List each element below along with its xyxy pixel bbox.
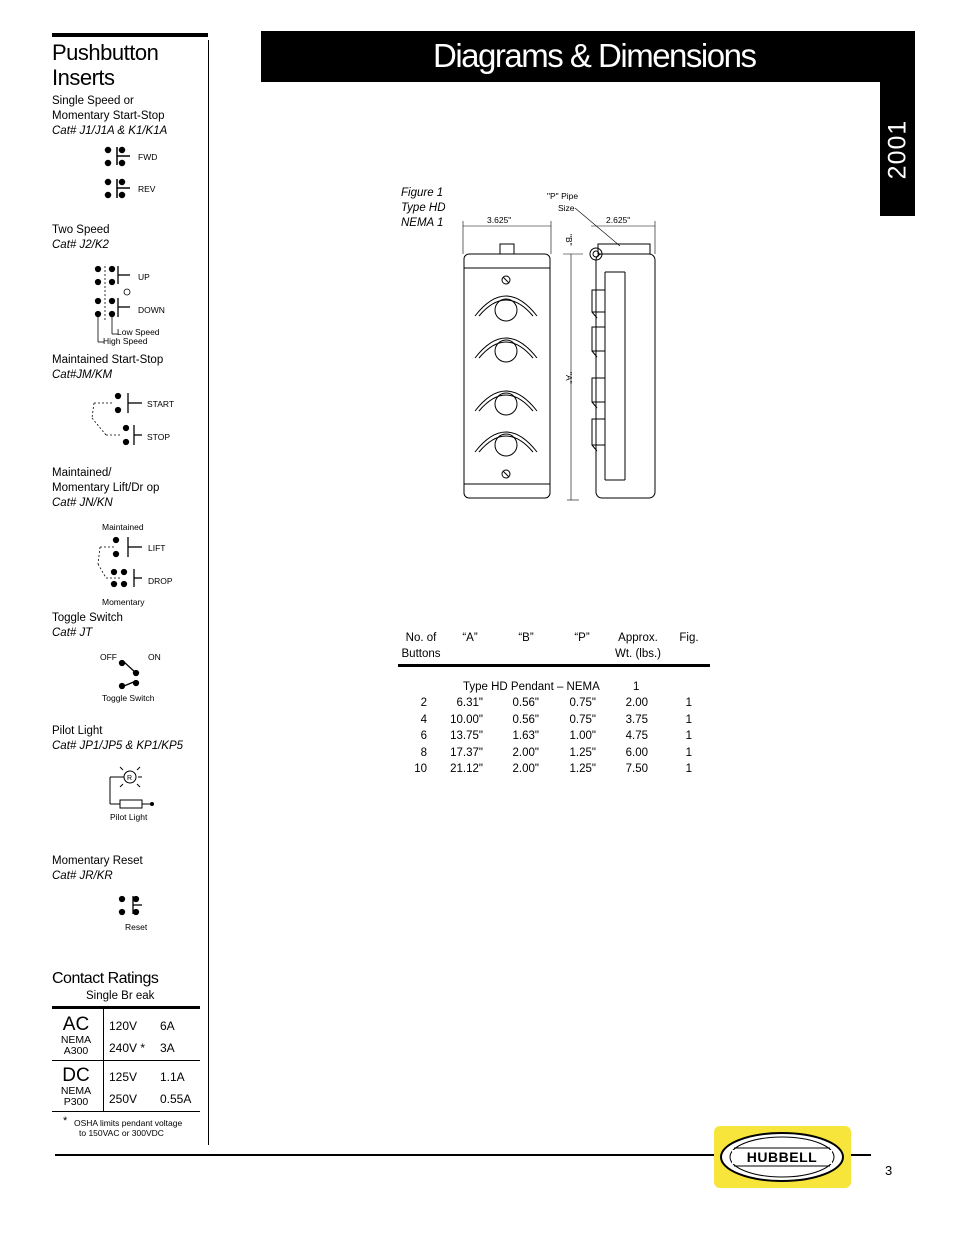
dc-row-1-current: 1.1A [160,1070,185,1084]
sidebar-title: Pushbutton Inserts [52,40,159,90]
contact-ratings-subtitle: Single Br eak [86,990,155,1002]
lift-drop-diagram [86,520,186,610]
sidebar-divider [208,40,209,1145]
svg-text:DROP: DROP [148,576,173,586]
note-star: * [63,1115,68,1127]
table-cell-a: 10.00" [450,713,483,726]
item-toggle-switch: Toggle Switch Cat# JT [52,612,123,639]
table-cell-fig: 1 [685,746,692,759]
table-cell-a: 13.75" [450,730,483,742]
col-header-p: “P” [574,632,590,644]
table-cell-b: 2.00" [512,763,539,775]
table-cell-p: 1.25" [569,746,596,759]
table-cell-p: 1.00" [569,730,596,742]
table-cell-p: 0.75" [569,697,596,709]
table-cell-p: 1.25" [569,763,596,775]
contact-ratings-rule [52,1006,200,1009]
ac-row-1-voltage: 120V [109,1019,138,1033]
item-maintained-start-stop: Maintained Start-Stop Cat#JM/KM [52,354,164,381]
table-cell-b: 2.00" [512,746,539,759]
contact-ratings-midrule [52,1060,200,1061]
col-header-buttons: No. of Buttons [401,632,441,660]
hubbell-logo [714,1126,851,1188]
table-cell-buttons: 2 [420,697,427,709]
table-cell-fig: 1 [685,697,692,709]
svg-text:"A": "A" [564,372,574,384]
svg-text:3.625": 3.625" [487,215,512,225]
col-header-a: “A” [462,632,478,644]
contact-ratings-title: Contact Ratings [52,970,159,987]
svg-text:LIFT: LIFT [148,543,166,553]
item-lift-drop: Maintained/ Momentary Lift/Dr op Cat# JN/KN [52,467,160,509]
reset-diagram [116,892,166,934]
item-momentary-reset: Momentary Reset Cat# JR/KR [52,855,143,882]
svg-text:FWD: FWD [138,152,158,162]
svg-text:DOWN: DOWN [138,305,165,315]
table-header-rule [398,664,710,667]
table-cell-fig: 1 [685,713,692,726]
svg-text:"P" Pipe: "P" Pipe [547,191,579,201]
contact-ratings-bottomrule [52,1111,200,1112]
svg-text:Maintained: Maintained [102,522,144,532]
dc-row-2-voltage: 250V [109,1092,138,1106]
svg-text:High Speed: High Speed [103,336,148,346]
col-header-fig: Fig. [679,632,699,644]
svg-text:HUBBELL: HUBBELL [746,1149,818,1165]
table-cell-b: 1.63" [512,730,539,742]
svg-text:REV: REV [138,184,156,194]
svg-text:ON: ON [148,652,161,662]
svg-text:OFF: OFF [100,652,117,662]
svg-text:Size: Size [558,203,575,213]
top-rule [52,33,208,37]
logo-emblem [714,1126,851,1188]
svg-text:Momentary: Momentary [102,597,145,607]
table-cell-fig: 1 [685,763,692,775]
svg-text:2.625": 2.625" [606,215,631,225]
dc-rating-label: DC NEMA P300 [60,1065,92,1108]
svg-text:"B": "B" [564,234,574,246]
dc-row-1-voltage: 125V [109,1070,138,1084]
svg-text:R: R [127,775,133,782]
osha-note: OSHA limits pendant voltage to 150VAC or 300VDC [74,1118,183,1138]
table-cell-weight: 6.00 [625,746,648,759]
table-cell-buttons: 4 [420,713,427,726]
table-cell-fig: 1 [685,730,692,742]
ac-row-2-voltage: 240V * [109,1041,146,1055]
ac-rating-label: AC NEMA A300 [60,1014,92,1057]
col-header-b: “B” [518,632,534,644]
table-cell-a: 6.31" [456,697,483,709]
item-two-speed: Two Speed Cat# J2/K2 [52,224,110,251]
item-pilot-light: Pilot Light Cat# JP1/JP5 & KP1/KP5 [52,725,184,752]
page-title: Diagrams & Dimensions [433,37,756,74]
table-cell-b: 0.56" [512,697,539,709]
table-cell-buttons: 8 [420,746,427,759]
svg-text:Reset: Reset [125,922,148,932]
ac-row-1-current: 6A [160,1019,175,1033]
table-cell-weight: 2.00 [625,697,648,709]
table-section-value: 1 [633,681,640,693]
svg-text:Toggle Switch: Toggle Switch [102,693,155,703]
item-single-speed: Single Speed or Momentary Start-Stop Cat# J1/J1A & K1/K1A [52,95,168,137]
pendant-drawing [455,188,670,508]
maintained-start-stop-diagram [86,390,186,448]
table-cell-weight: 4.75 [625,730,648,742]
page-number: 3 [885,1163,893,1178]
single-speed-diagram [100,143,170,205]
table-cell-a: 21.12" [450,763,483,775]
table-cell-a: 17.37" [450,746,483,759]
table-cell-weight: 7.50 [625,763,648,775]
toggle-switch-diagram [96,648,176,706]
table-section-label: Type HD Pendant – NEMA [463,681,600,693]
table-cell-weight: 3.75 [625,713,648,726]
svg-text:Low Speed: Low Speed [117,327,160,337]
svg-text:Pilot Light: Pilot Light [110,812,148,822]
col-header-weight: Approx. Wt. (lbs.) [615,632,661,660]
dc-row-2-current: 0.55A [160,1092,192,1106]
pilot-light-diagram [104,764,174,826]
table-cell-b: 0.56" [512,713,539,726]
svg-text:START: START [147,399,175,409]
figure-caption: Figure 1 Type HD NEMA 1 [401,187,446,229]
year-label: 2001 [883,119,911,179]
table-cell-buttons: 6 [420,730,427,742]
ac-row-2-current: 3A [160,1041,175,1055]
table-cell-buttons: 10 [414,763,427,775]
svg-text:STOP: STOP [147,432,170,442]
svg-text:UP: UP [138,272,150,282]
table-cell-p: 0.75" [569,713,596,726]
two-speed-diagram [92,262,172,348]
